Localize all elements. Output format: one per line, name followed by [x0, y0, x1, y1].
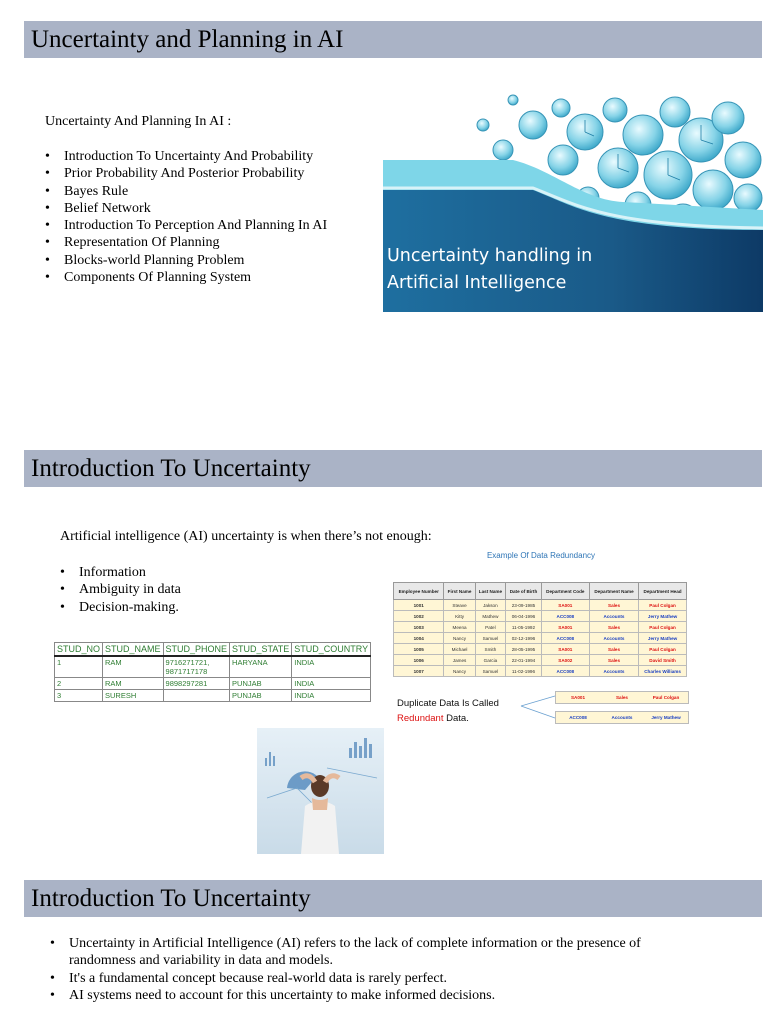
list-item: • Introduction To Perception And Planning In AI — [45, 217, 375, 234]
duplicate-row-sales: SA001 Sales Paul Colgan — [555, 691, 689, 704]
person-with-charts-illustration — [257, 728, 384, 854]
redundancy-note: Duplicate Data Is Called Redundant Data. — [397, 698, 499, 724]
list-item: • Uncertainty in Artificial Intelligence (AI) refers to the lack of complete information or the presence of randomness and variability in data and models. — [50, 935, 710, 970]
list-item: • Prior Probability And Posterior Probability — [45, 165, 375, 182]
slide2-bullet-list — [60, 564, 310, 616]
slide1-intro: Uncertainty And Planning In AI : — [45, 114, 232, 129]
list-item: • Belief Network — [45, 200, 375, 217]
list-item: • AI systems need to account for this uncertainty to make informed decisions. — [50, 987, 710, 1004]
slide1-bullet-list — [45, 148, 375, 286]
list-item: • Components Of Planning System — [45, 269, 375, 286]
table-row: 1007 Nancy Samuel 11-02-1996 ACC008 Accounts Charles Williams — [394, 666, 687, 677]
slide2-intro: Artificial intelligence (AI) uncertainty is when there’s not enough: — [60, 529, 432, 544]
table-row: 1001 Steave Jakson 23-09-1985 SA001 Sales Paul Colgan — [394, 600, 687, 611]
slide2-title: Introduction To Uncertainty — [31, 455, 311, 482]
student-table — [54, 642, 371, 702]
table-row: 1003 Meena Patel 11-05-1992 SA001 Sales Paul Colgan — [394, 622, 687, 633]
list-item: • Information — [60, 564, 310, 581]
table-header-row: Employee Number First Name Last Name Date of Birth Department Code Department Name Department Head — [394, 583, 687, 600]
slide3-title-bar — [24, 880, 762, 917]
uncertainty-hero-image — [383, 80, 763, 312]
list-item: • Blocks-world Planning Problem — [45, 252, 375, 269]
duplicate-row-accounts: ACC008 Accounts Jerry Mathew — [555, 711, 689, 724]
table-row: 3 SURESH PUNJAB INDIA — [55, 690, 371, 702]
list-item: • Decision-making. — [60, 599, 310, 616]
thinking-person-image — [257, 728, 384, 854]
table-row: 1002 Kitty Mathew 06-04-1996 ACC008 Accounts Jerry Mathew — [394, 611, 687, 622]
table-row: 1 RAM 9716271721, 9871717178 HARYANA INDIA — [55, 656, 371, 678]
list-item: • Representation Of Planning — [45, 234, 375, 251]
redundancy-title: Example Of Data Redundancy — [486, 551, 596, 560]
table-row: 1004 Nancy Samuel 02-12-1996 ACC008 Accounts Jerry Mathew — [394, 633, 687, 644]
list-item: • Introduction To Uncertainty And Probability — [45, 148, 375, 165]
data-redundancy-figure — [383, 546, 699, 728]
table-row: 1005 Michael Smith 28-05-1995 SA001 Sales Paul Colgan — [394, 644, 687, 655]
list-item: • Bayes Rule — [45, 183, 375, 200]
table-row: 1006 James Garcia 22-01-1994 SA002 Sales David Smith — [394, 655, 687, 666]
slide1-title-bar — [24, 21, 762, 58]
list-item: • It's a fundamental concept because real-world data is rarely perfect. — [50, 970, 710, 987]
table-header-row: STUD_NO STUD_NAME STUD_PHONE STUD_STATE STUD_COUNTRY — [55, 643, 371, 657]
slide3-title: Introduction To Uncertainty — [31, 885, 311, 912]
employee-table — [393, 582, 687, 677]
redundancy-arrows — [519, 692, 559, 722]
hero-caption: Uncertainty handling in Artificial Intelligence — [387, 246, 593, 293]
slide1-title: Uncertainty and Planning in AI — [31, 26, 344, 53]
list-item: • Ambiguity in data — [60, 581, 310, 598]
slide2-title-bar — [24, 450, 762, 487]
slide3-bullet-list — [50, 935, 710, 1004]
table-row: 2 RAM 9898297281 PUNJAB INDIA — [55, 678, 371, 690]
